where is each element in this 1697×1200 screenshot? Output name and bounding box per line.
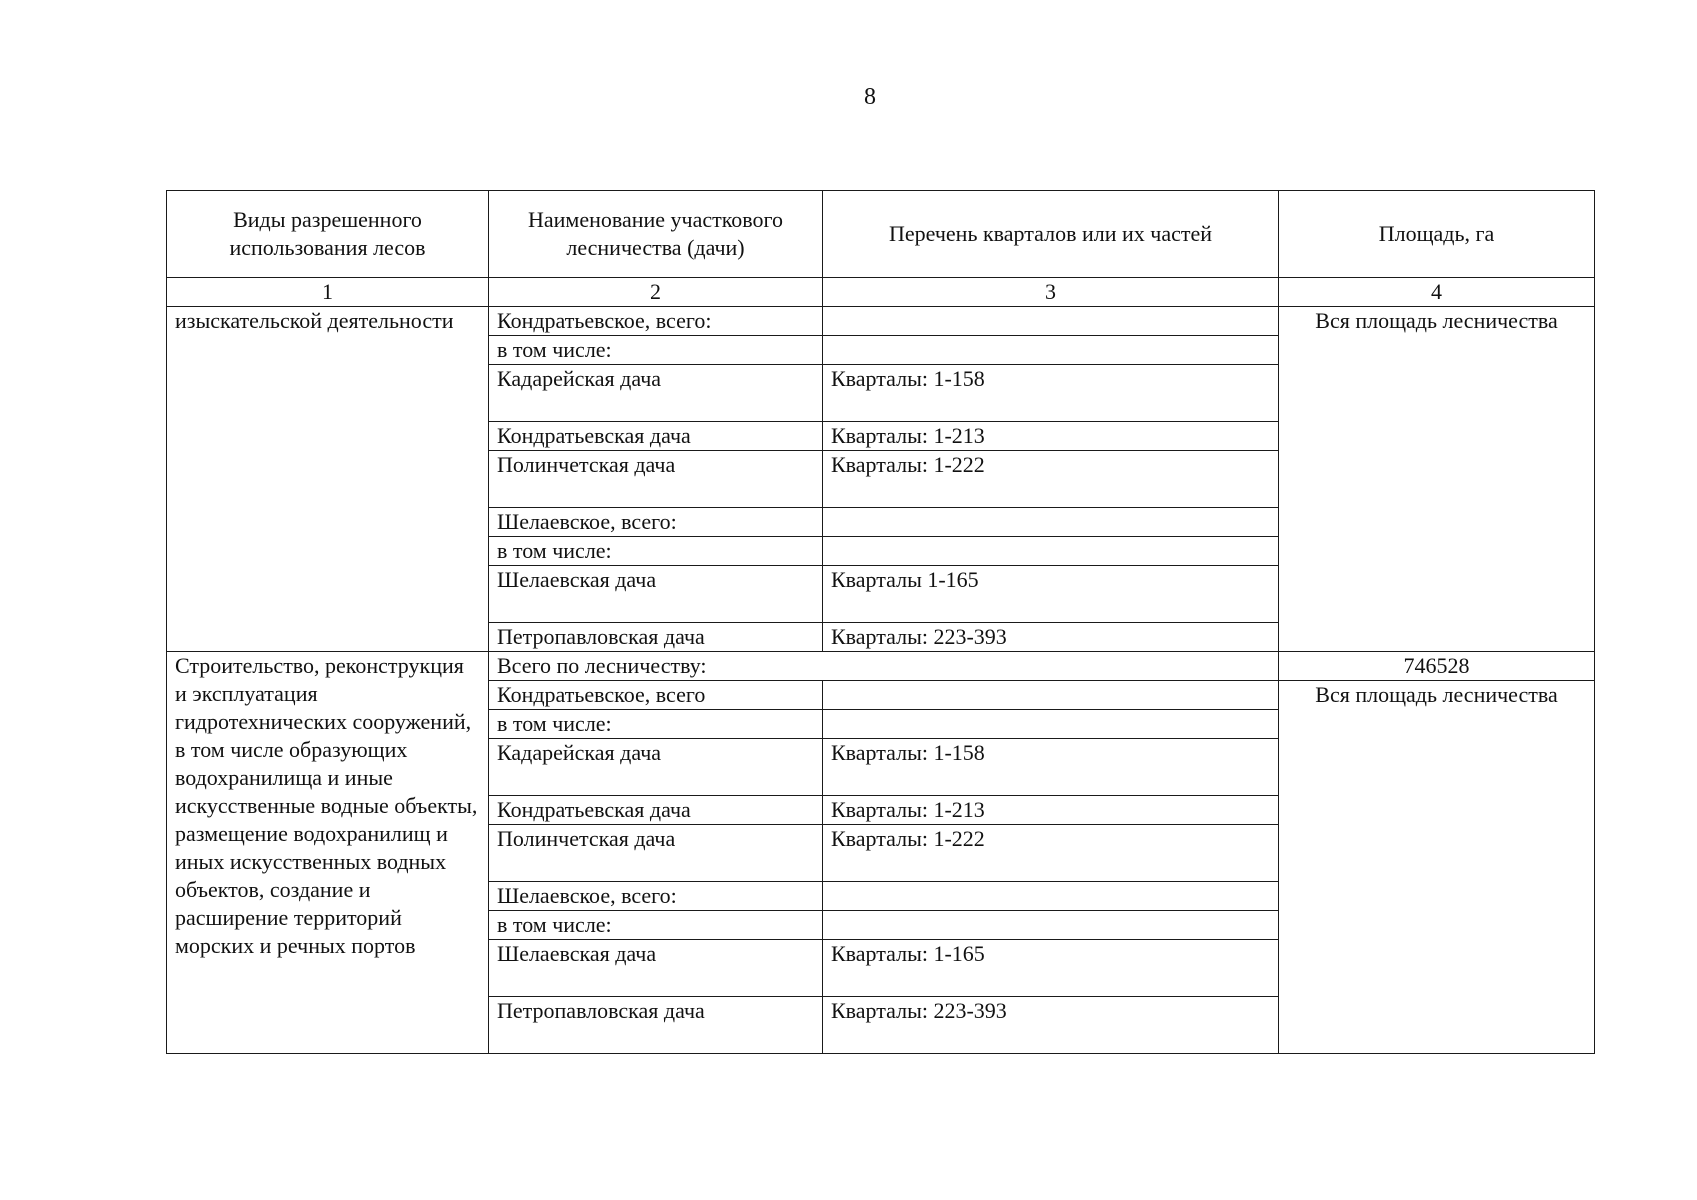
quarters-cell — [823, 710, 1279, 739]
forestry-name-cell: Полинчетская дача — [489, 451, 823, 508]
column-number: 2 — [489, 278, 823, 307]
column-number: 3 — [823, 278, 1279, 307]
forestry-name-cell: Кондратьевская дача — [489, 796, 823, 825]
use-type-cell: Строительство, реконструкция и эксплуатация гидротехнических сооружений, в том числе образующих водохранилища и иные искусственные водные объекты, размещение водохранилищ и иных искусственных водных объектов, создание и расширение территорий морских и речных портов — [167, 652, 489, 1054]
header-row — [167, 191, 1595, 278]
forestry-name-cell: в том числе: — [489, 537, 823, 566]
quarters-cell: Кварталы: 1-213 — [823, 422, 1279, 451]
forestry-name-cell: Кондратьевское, всего: — [489, 307, 823, 336]
quarters-cell: Кварталы: 1-158 — [823, 739, 1279, 796]
quarters-cell — [823, 911, 1279, 940]
quarters-cell — [823, 307, 1279, 336]
column-number: 1 — [167, 278, 489, 307]
quarters-cell: Кварталы: 223-393 — [823, 997, 1279, 1054]
quarters-cell: Кварталы 1-165 — [823, 566, 1279, 623]
forestry-name-cell: Кондратьевская дача — [489, 422, 823, 451]
total-label-cell: Всего по лесничеству: — [489, 652, 1279, 681]
column-number: 4 — [1279, 278, 1595, 307]
header-use-type: Виды разрешенного использования лесов — [167, 191, 489, 278]
forestry-name-cell: Кадарейская дача — [489, 365, 823, 422]
forestry-name-cell: Кадарейская дача — [489, 739, 823, 796]
forestry-name-cell: Шелаевская дача — [489, 566, 823, 623]
forestry-name-cell: Кондратьевское, всего — [489, 681, 823, 710]
forestry-name-cell: в том числе: — [489, 710, 823, 739]
quarters-cell: Кварталы: 1-165 — [823, 940, 1279, 997]
quarters-cell: Кварталы: 1-213 — [823, 796, 1279, 825]
quarters-cell — [823, 681, 1279, 710]
forestry-name-cell: Шелаевское, всего: — [489, 508, 823, 537]
quarters-cell — [823, 508, 1279, 537]
area-cell: Вся площадь лесничества — [1279, 307, 1595, 652]
area-cell: Вся площадь лесничества — [1279, 681, 1595, 1054]
forest-use-table — [166, 190, 1595, 1054]
forestry-name-cell: Шелаевская дача — [489, 940, 823, 997]
forestry-name-cell: Петропавловская дача — [489, 997, 823, 1054]
quarters-cell — [823, 336, 1279, 365]
quarters-cell — [823, 882, 1279, 911]
forestry-name-cell: Полинчетская дача — [489, 825, 823, 882]
column-number-row — [167, 278, 1595, 307]
header-forestry-name: Наименование участкового лесничества (дачи) — [489, 191, 823, 278]
total-area-cell: 746528 — [1279, 652, 1595, 681]
page-number: 8 — [864, 84, 876, 110]
quarters-cell: Кварталы: 1-222 — [823, 825, 1279, 882]
forestry-name-cell: в том числе: — [489, 911, 823, 940]
table-row — [167, 307, 1595, 336]
forestry-name-cell: в том числе: — [489, 336, 823, 365]
header-quarters-list: Перечень кварталов или их частей — [823, 191, 1279, 278]
quarters-cell: Кварталы: 1-222 — [823, 451, 1279, 508]
quarters-cell — [823, 537, 1279, 566]
forestry-name-cell: Петропавловская дача — [489, 623, 823, 652]
quarters-cell: Кварталы: 223-393 — [823, 623, 1279, 652]
header-area: Площадь, га — [1279, 191, 1595, 278]
quarters-cell: Кварталы: 1-158 — [823, 365, 1279, 422]
table-row — [167, 652, 1595, 681]
forestry-name-cell: Шелаевское, всего: — [489, 882, 823, 911]
use-type-cell: изыскательской деятельности — [167, 307, 489, 652]
